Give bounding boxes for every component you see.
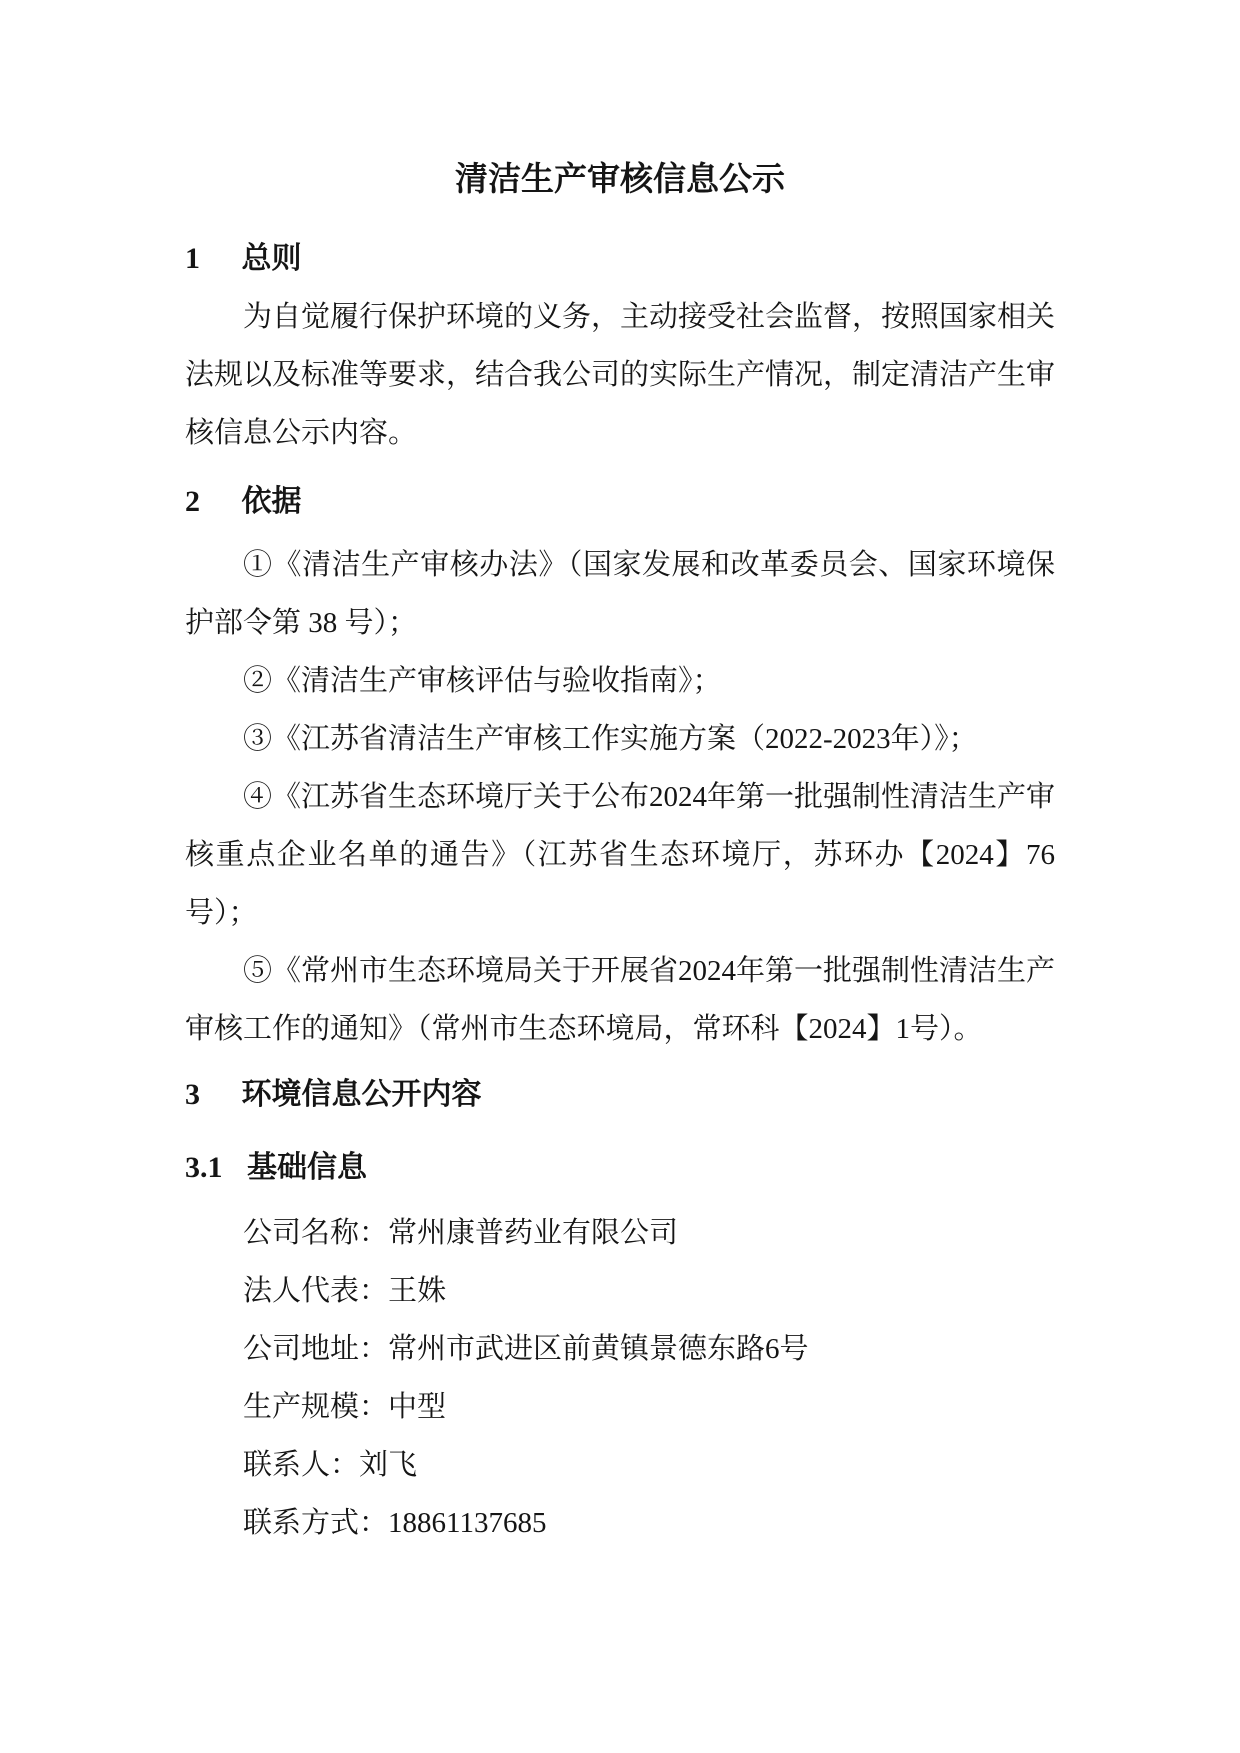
subsection-heading-text: 基础信息 (247, 1151, 367, 1184)
field-row-company-name (185, 1204, 1055, 1262)
field-row-production-scale (185, 1378, 1055, 1436)
field-value: 18861137685 (388, 1507, 547, 1539)
field-row-company-address (185, 1320, 1055, 1378)
section-heading-text: 依据 (241, 485, 302, 518)
reference-item-3: ③《江苏省清洁生产审核工作实施方案（2022-2023年）》； (243, 723, 978, 755)
field-row-contact-phone (185, 1494, 1055, 1552)
field-value: 刘飞 (359, 1449, 418, 1481)
section-heading-text: 总则 (241, 242, 302, 275)
section-heading-1 (185, 230, 1055, 288)
field-label: 联系方式： (243, 1507, 389, 1539)
section-number: 1 (185, 242, 200, 275)
subsection-heading-3-1 (185, 1139, 1055, 1197)
page-title: 清洁生产审核信息公示 (455, 162, 785, 198)
field-value: 中型 (388, 1391, 447, 1423)
reference-item-5: ⑤《常州市生态环境局关于开展省2024年第一批强制性清洁生产审核工作的通知》（常州市生态环境局，常环科【2024】1号）。 (185, 955, 1056, 1045)
field-value: 常州市武进区前黄镇景德东路6号 (388, 1333, 809, 1365)
reference-item-4: ④《江苏省生态环境厅关于公布2024年第一批强制性清洁生产审核重点企业名单的通告》（江苏省生态环境厅，苏环办【2024】76号）； (185, 781, 1056, 929)
field-value: 王姝 (388, 1275, 447, 1307)
field-label: 公司名称： (243, 1217, 389, 1249)
field-label: 公司地址： (243, 1333, 389, 1365)
subsection-number: 3.1 (185, 1151, 223, 1184)
section-heading-3 (185, 1066, 1055, 1124)
field-row-legal-representative (185, 1262, 1055, 1320)
section-heading-text: 环境信息公开内容 (241, 1078, 482, 1111)
field-row-contact-person (185, 1436, 1055, 1494)
field-label: 法人代表： (243, 1275, 389, 1307)
field-value: 常州康普药业有限公司 (388, 1217, 679, 1249)
reference-item-2: ②《清洁生产审核评估与验收指南》； (243, 665, 722, 697)
field-label: 生产规模： (243, 1391, 389, 1423)
section-number: 2 (185, 485, 200, 518)
section-heading-2 (185, 473, 1055, 531)
reference-item-1: ①《清洁生产审核办法》（国家发展和改革委员会、国家环境保护部令第 38 号）； (185, 549, 1055, 639)
field-label: 联系人： (243, 1449, 360, 1481)
section-number: 3 (185, 1078, 200, 1111)
body-paragraph: 为自觉履行保护环境的义务，主动接受社会监督，按照国家相关法规以及标准等要求，结合我公司的实际生产情况，制定清洁产生审核信息公示内容。 (185, 301, 1056, 449)
